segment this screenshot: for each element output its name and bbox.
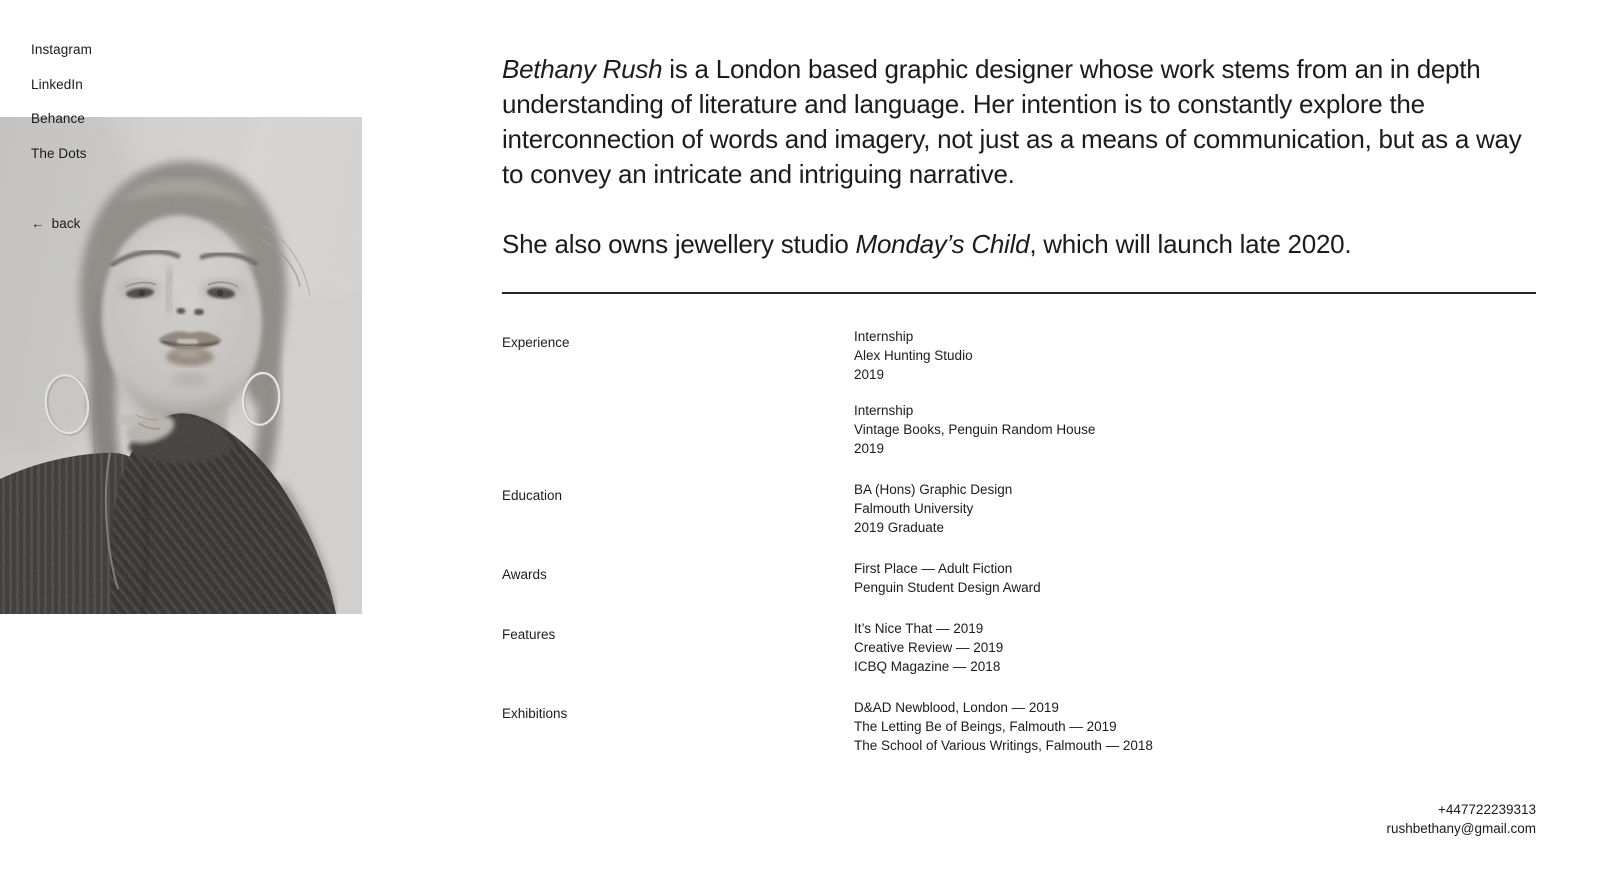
- resume-entries: [854, 559, 1536, 597]
- resume-label-experience: Experience: [502, 335, 570, 350]
- nav-link-linkedin[interactable]: LinkedIn: [31, 76, 83, 92]
- resume-line: The School of Various Writings, Falmouth — 2018: [854, 738, 1153, 753]
- resume-entries: [854, 698, 1536, 755]
- resume-line: Vintage Books, Penguin Random House: [854, 422, 1096, 437]
- resume-line: BA (Hons) Graphic Design: [854, 482, 1013, 497]
- email-link[interactable]: rushbethany@gmail.com: [1386, 820, 1536, 836]
- resume-line: First Place — Adult Fiction: [854, 561, 1013, 576]
- resume-entry: [854, 327, 1536, 384]
- resume-entry: [854, 619, 1536, 676]
- nav-link-the-dots[interactable]: The Dots: [31, 146, 87, 162]
- resume-line: 2019 Graduate: [854, 520, 945, 535]
- resume-line: 2019: [854, 441, 885, 456]
- resume-row-experience: [502, 327, 1536, 458]
- social-nav: [31, 43, 92, 252]
- resume-entries: [854, 619, 1536, 676]
- nav-link-instagram[interactable]: Instagram: [31, 42, 92, 57]
- resume-line: It’s Nice That — 2019: [854, 621, 984, 636]
- resume-row-awards: [502, 559, 1536, 597]
- resume-label-features: Features: [502, 627, 556, 642]
- resume-line: Falmouth University: [854, 501, 974, 516]
- phone-link[interactable]: +447722239313: [1438, 802, 1536, 817]
- resume-line: Penguin Student Design Award: [854, 580, 1041, 595]
- resume-line: Creative Review — 2019: [854, 640, 1004, 655]
- resume-line: Internship: [854, 329, 914, 344]
- resume-entry: [854, 698, 1536, 755]
- resume-entry: [854, 401, 1536, 458]
- bio-text: is a London based graphic designer whose work stems from an in depth understanding of literature and language. Her intention is to constantly explore the interconnection of words and imagery, not just as a means of communication, but as a way to convey an intricate and intriguing narrative.: [502, 54, 1522, 189]
- resume-entries: [854, 480, 1536, 537]
- resume-row-features: [502, 619, 1536, 676]
- resume-entry: [854, 559, 1536, 597]
- divider: [502, 292, 1536, 294]
- resume-line: ICBQ Magazine — 2018: [854, 659, 1001, 674]
- resume-label-awards: Awards: [502, 567, 547, 582]
- resume-label-exhibitions: Exhibitions: [502, 706, 568, 721]
- back-link-label: back: [51, 216, 81, 232]
- resume-label-education: Education: [502, 488, 563, 503]
- nav-link-behance[interactable]: Behance: [31, 111, 85, 127]
- studio-text-after: , which will launch late 2020.: [1029, 229, 1352, 259]
- resume-entries: [854, 327, 1536, 458]
- resume-line: The Letting Be of Beings, Falmouth — 2019: [854, 719, 1117, 734]
- resume-line: 2019: [854, 367, 885, 382]
- resume-section: [502, 327, 1536, 755]
- resume-entry: [854, 480, 1536, 537]
- back-link[interactable]: [31, 217, 92, 231]
- studio-paragraph: [502, 227, 1536, 262]
- contact-footer: [1386, 801, 1536, 838]
- resume-line: D&AD Newblood, London — 2019: [854, 700, 1059, 715]
- back-arrow-icon: ←: [31, 216, 45, 232]
- studio-text-before: She also owns jewellery studio: [502, 229, 856, 259]
- main-content: [502, 0, 1536, 755]
- bio-name: Bethany Rush: [502, 54, 663, 84]
- resume-line: Internship: [854, 403, 914, 418]
- studio-name: Monday’s Child: [855, 229, 1030, 259]
- bio-paragraph: [502, 52, 1536, 192]
- resume-row-exhibitions: [502, 698, 1536, 755]
- resume-row-education: [502, 480, 1536, 537]
- resume-line: Alex Hunting Studio: [854, 348, 973, 363]
